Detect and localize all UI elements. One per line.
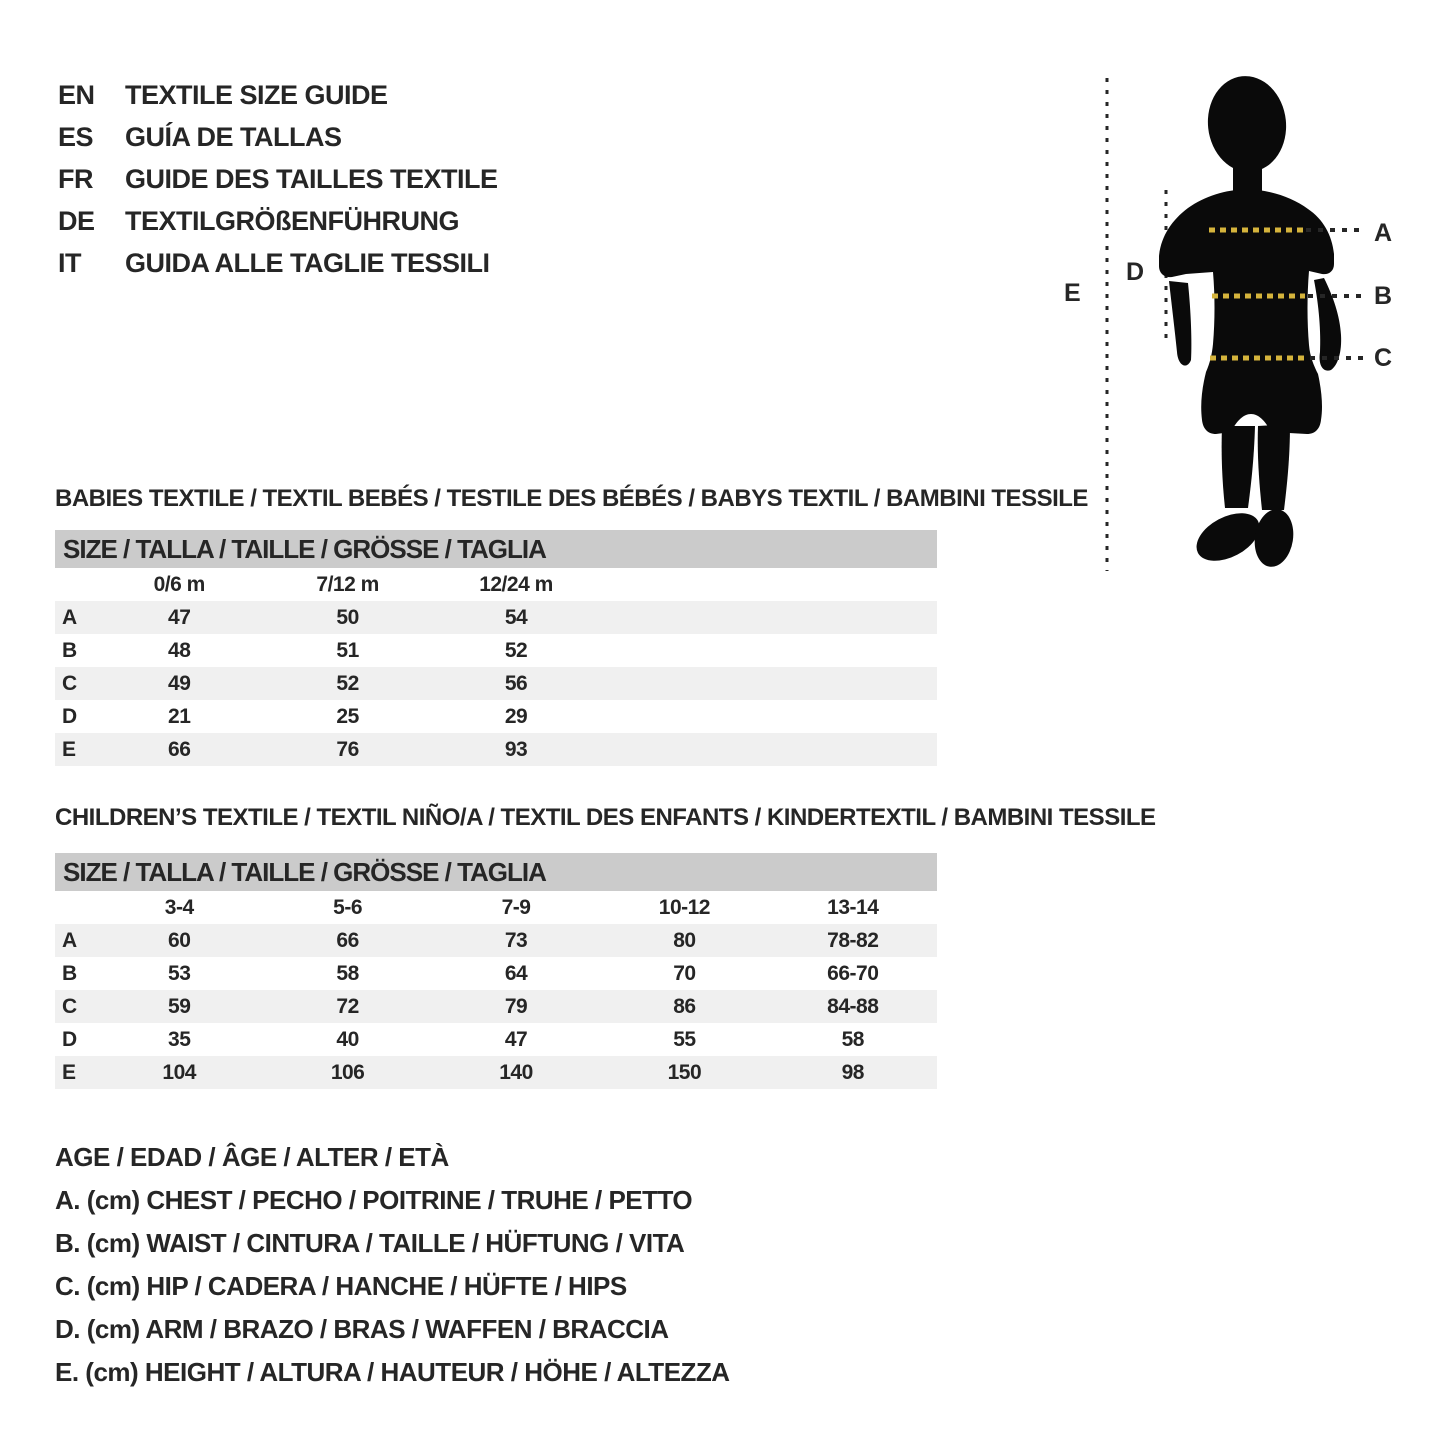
babies-size-table bbox=[55, 530, 937, 766]
table-cell: 51 bbox=[336, 639, 359, 662]
measure-label-d: D bbox=[1126, 258, 1144, 286]
babies-section-heading: BABIES TEXTILE / TEXTIL BEBÉS / TESTILE DES BÉBÉS / BABYS TEXTIL / BAMBINI TESSILE bbox=[55, 485, 1088, 512]
lang-row-es bbox=[58, 116, 498, 158]
legend-line-hip: C. (cm) HIP / CADERA / HANCHE / HÜFTE / HIPS bbox=[55, 1271, 627, 1301]
table-cell: 58 bbox=[336, 962, 359, 985]
measure-label-a: A bbox=[1374, 219, 1392, 247]
lang-title: TEXTILE SIZE GUIDE bbox=[125, 80, 388, 110]
legend-line-arm: D. (cm) ARM / BRAZO / BRAS / WAFFEN / BRACCIA bbox=[55, 1314, 669, 1344]
column-header: 7/12 m bbox=[316, 573, 379, 596]
column-header bbox=[769, 568, 937, 601]
table-cell: 58 bbox=[841, 1028, 864, 1051]
table-cell: 40 bbox=[336, 1028, 359, 1051]
table-cell: 73 bbox=[504, 929, 528, 952]
table-cell: 59 bbox=[168, 995, 191, 1018]
child-silhouette bbox=[1159, 72, 1341, 570]
lang-title: GUÍA DE TALLAS bbox=[125, 122, 342, 152]
row-label: D bbox=[62, 1028, 77, 1051]
legend-line-age: AGE / EDAD / ÂGE / ALTER / ETÀ bbox=[55, 1142, 449, 1172]
row-label: C bbox=[62, 672, 77, 695]
children-column-header-row bbox=[55, 891, 937, 924]
table-cell: 104 bbox=[162, 1061, 196, 1084]
table-row bbox=[55, 733, 937, 766]
row-label: C bbox=[62, 995, 77, 1018]
table-cell: 150 bbox=[667, 1061, 702, 1084]
table-cell: 47 bbox=[504, 1028, 528, 1051]
table-cell: 84-88 bbox=[827, 995, 879, 1018]
table-row bbox=[55, 700, 937, 733]
corner-cell bbox=[55, 568, 95, 601]
table-cell: 70 bbox=[673, 962, 696, 985]
table-cell: 50 bbox=[336, 606, 359, 629]
column-header: 3-4 bbox=[164, 896, 194, 919]
table-row bbox=[55, 1023, 937, 1056]
column-header: 10-12 bbox=[658, 896, 710, 919]
table-cell: 86 bbox=[673, 995, 696, 1018]
table-row bbox=[55, 990, 937, 1023]
lang-row-en bbox=[58, 74, 498, 116]
table-cell: 66 bbox=[336, 929, 359, 952]
children-size-table bbox=[55, 853, 937, 1089]
table-cell: 106 bbox=[330, 1061, 365, 1084]
measure-label-b: B bbox=[1374, 282, 1392, 310]
table-row bbox=[55, 924, 937, 957]
table-cell: 35 bbox=[168, 1028, 191, 1051]
row-label: B bbox=[62, 962, 77, 985]
measure-label-e: E bbox=[1064, 279, 1081, 307]
lang-title: TEXTILGRÖßENFÜHRUNG bbox=[125, 206, 459, 236]
table-cell: 79 bbox=[504, 995, 528, 1018]
babies-column-header-row bbox=[55, 568, 937, 601]
table-cell: 53 bbox=[168, 962, 191, 985]
table-cell: 25 bbox=[336, 705, 359, 728]
table-cell: 66 bbox=[168, 738, 191, 761]
table-cell: 140 bbox=[499, 1061, 533, 1084]
table-cell: 98 bbox=[841, 1061, 864, 1084]
column-header: 0/6 m bbox=[153, 573, 205, 596]
row-label: A bbox=[62, 929, 77, 952]
legend-line-waist: B. (cm) WAIST / CINTURA / TAILLE / HÜFTUNG / VITA bbox=[55, 1228, 685, 1258]
column-header: 13-14 bbox=[827, 896, 879, 919]
lang-title: GUIDA ALLE TAGLIE TESSILI bbox=[125, 248, 490, 278]
measure-label-c: C bbox=[1374, 344, 1392, 372]
table-cell: 93 bbox=[504, 738, 528, 761]
table-cell: 49 bbox=[168, 672, 191, 695]
row-label: B bbox=[62, 639, 77, 662]
children-section-heading: CHILDREN’S TEXTILE / TEXTIL NIÑO/A / TEXTIL DES ENFANTS / KINDERTEXTIL / BAMBINI TESSILE bbox=[55, 804, 1156, 831]
table-cell: 56 bbox=[504, 672, 528, 695]
column-header bbox=[600, 568, 768, 601]
table-cell: 29 bbox=[504, 705, 528, 728]
row-label: E bbox=[62, 738, 76, 761]
legend-line-chest: A. (cm) CHEST / PECHO / POITRINE / TRUHE / PETTO bbox=[55, 1185, 693, 1215]
language-title-block bbox=[58, 74, 498, 284]
column-header: 5-6 bbox=[333, 896, 363, 919]
lang-row-de bbox=[58, 200, 498, 242]
table-row bbox=[55, 601, 937, 634]
table-row bbox=[55, 667, 937, 700]
table-cell: 54 bbox=[504, 606, 528, 629]
lang-title: GUIDE DES TAILLES TEXTILE bbox=[125, 164, 498, 194]
row-label: A bbox=[62, 606, 77, 629]
table-cell: 64 bbox=[504, 962, 528, 985]
table-cell: 80 bbox=[673, 929, 696, 952]
table-row bbox=[55, 957, 937, 990]
table-cell: 55 bbox=[673, 1028, 696, 1051]
corner-cell bbox=[55, 891, 95, 924]
lang-code: DE bbox=[58, 206, 95, 236]
table-cell: 72 bbox=[336, 995, 359, 1018]
table-cell: 21 bbox=[168, 705, 191, 728]
table-cell: 47 bbox=[168, 606, 191, 629]
table-row bbox=[55, 1056, 937, 1089]
table-cell: 48 bbox=[168, 639, 191, 662]
child-silhouette-figure bbox=[1050, 60, 1445, 600]
measurement-legend bbox=[55, 1136, 730, 1394]
table-cell: 52 bbox=[336, 672, 359, 695]
lang-code: ES bbox=[58, 122, 94, 152]
table-cell: 52 bbox=[504, 639, 528, 662]
table-cell: 78-82 bbox=[827, 929, 879, 952]
lang-row-it bbox=[58, 242, 498, 284]
table-row bbox=[55, 634, 937, 667]
lang-code: EN bbox=[58, 80, 95, 110]
row-label: D bbox=[62, 705, 77, 728]
column-header: 12/24 m bbox=[479, 573, 553, 596]
legend-line-height: E. (cm) HEIGHT / ALTURA / HAUTEUR / HÖHE / ALTEZZA bbox=[55, 1357, 730, 1387]
table-cell: 76 bbox=[336, 738, 359, 761]
row-label: E bbox=[62, 1061, 76, 1084]
children-size-header-bar: SIZE / TALLA / TAILLE / GRÖSSE / TAGLIA bbox=[55, 853, 937, 891]
table-cell: 66-70 bbox=[827, 962, 879, 985]
column-header: 7-9 bbox=[501, 896, 531, 919]
table-cell: 60 bbox=[168, 929, 191, 952]
lang-code: FR bbox=[58, 164, 93, 194]
babies-size-header-bar: SIZE / TALLA / TAILLE / GRÖSSE / TAGLIA bbox=[55, 530, 937, 568]
lang-row-fr bbox=[58, 158, 498, 200]
lang-code: IT bbox=[58, 248, 81, 278]
